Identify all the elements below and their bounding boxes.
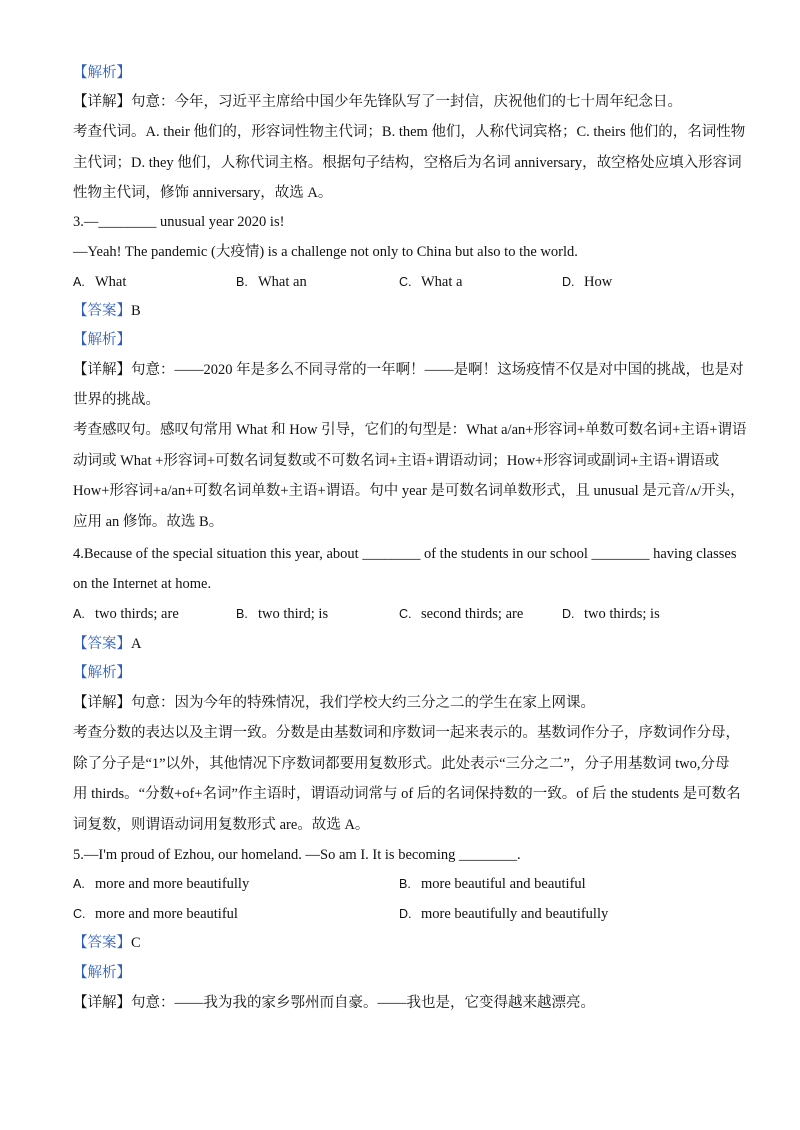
analysis-tag: 【解析】	[73, 65, 131, 81]
option-a	[73, 272, 126, 292]
option-letter: C.	[399, 607, 412, 621]
detail-line: 【详解】句意：今年，习近平主席给中国少年先锋队写了一封信，庆祝他们的七十周年纪念日。	[73, 94, 682, 110]
answer-value: A	[131, 636, 142, 652]
option-letter: B.	[236, 607, 248, 621]
answer-line	[73, 634, 141, 654]
detail-line: 应用 an 修饰。故选 B。	[73, 514, 224, 530]
answer-line	[73, 933, 141, 953]
option-text: more beautiful and beautiful	[421, 876, 586, 892]
option-letter: A.	[73, 275, 85, 289]
option-d	[562, 272, 612, 292]
option-text: What	[95, 274, 127, 290]
detail-line: 考查分数的表达以及主谓一致。分数是由基数词和序数词一起来表示的。基数词作分子，序数词作分母，	[73, 725, 740, 741]
option-letter: D.	[562, 275, 575, 289]
option-b	[236, 604, 328, 624]
option-d	[562, 604, 660, 624]
question-stem: 4.Because of the special situation this year, about ________ of the students in our school ________ having classes	[73, 546, 737, 562]
question-stem: 3.—________ unusual year 2020 is!	[73, 214, 285, 230]
answer-tag: 【答案】	[73, 636, 131, 652]
option-letter: D.	[399, 907, 412, 921]
option-text: second thirds; are	[421, 606, 524, 622]
option-b	[236, 272, 307, 292]
option-b	[399, 874, 586, 894]
analysis-tag: 【解析】	[73, 332, 131, 348]
detail-line: 【详解】句意：因为今年的特殊情况，我们学校大约三分之二的学生在家上网课。	[73, 695, 595, 711]
detail-line: 【详解】句意：——2020 年是多么不同寻常的一年啊！——是啊！这场疫情不仅是对中国的挑战，也是对	[73, 362, 744, 378]
detail-line: 动词或 What +形容词+可数名词复数或不可数名词+主语+谓语动词；How+形容词或副词+主语+谓语或	[73, 453, 720, 469]
detail-line: 词复数，则谓语动词用复数形式 are。故选 A。	[73, 817, 370, 833]
answer-tag: 【答案】	[73, 303, 131, 319]
option-a	[73, 874, 249, 894]
answer-value: B	[131, 303, 141, 319]
analysis-tag: 【解析】	[73, 965, 131, 981]
analysis-tag: 【解析】	[73, 665, 131, 681]
option-c	[73, 904, 238, 924]
detail-line: 世界的挑战。	[73, 392, 160, 408]
question-stem-line2: —Yeah! The pandemic (大疫情) is a challenge not only to China but also to the world.	[73, 244, 578, 260]
detail-line: 【详解】句意：——我为我的家乡鄂州而自豪。——我也是，它变得越来越漂亮。	[73, 995, 595, 1011]
detail-line: 考查感叹句。感叹句常用 What 和 How 引导，它们的句型是：What a/an+形容词+单数可数名词+主语+谓语	[73, 422, 747, 438]
option-a	[73, 604, 179, 624]
option-letter: A.	[73, 877, 85, 891]
answer-value: C	[131, 935, 141, 951]
option-letter: A.	[73, 607, 85, 621]
option-letter: C.	[73, 907, 86, 921]
option-text: two third; is	[258, 606, 329, 622]
detail-line: 性物主代词，修饰 anniversary，故选 A。	[73, 185, 333, 201]
answer-line	[73, 301, 141, 321]
detail-line: How+形容词+a/an+可数名词单数+主语+谓语。句中 year 是可数名词单数形式，且 unusual 是元音/ʌ/开头，	[73, 483, 745, 499]
option-text: two thirds; is	[584, 606, 660, 622]
option-letter: B.	[236, 275, 248, 289]
option-text: How	[584, 274, 613, 290]
detail-line: 用 thirds。“分数+of+名词”作主语时，谓语动词常与 of 后的名词保持数的一致。of 后 the students 是可数名	[73, 786, 741, 802]
option-text: more beautifully and beautifully	[421, 906, 609, 922]
question-stem-line2: on the Internet at home.	[73, 576, 212, 592]
option-text: What an	[258, 274, 307, 290]
answer-tag: 【答案】	[73, 935, 131, 951]
option-letter: C.	[399, 275, 412, 289]
option-text: more and more beautiful	[95, 906, 238, 922]
detail-line: 除了分子是“1”以外，其他情况下序数词都要用复数形式。此处表示“三分之二”，分子用基数词 two,分母	[73, 756, 730, 772]
option-c	[399, 272, 462, 292]
option-text: more and more beautifully	[95, 876, 250, 892]
question-stem: 5.—I'm proud of Ezhou, our homeland. —So am I. It is becoming ________.	[73, 847, 521, 863]
option-d	[399, 904, 608, 924]
option-letter: B.	[399, 877, 411, 891]
option-letter: D.	[562, 607, 575, 621]
detail-line: 主代词；D. they 他们，人称代词主格。根据句子结构，空格后为名词 anniversary，故空格处应填入形容词	[73, 155, 742, 171]
option-text: two thirds; are	[95, 606, 179, 622]
detail-line: 考查代词。A. their 他们的，形容词性物主代词；B. them 他们，人称代词宾格；C. theirs 他们的，名词性物	[73, 124, 746, 140]
option-c	[399, 604, 523, 624]
option-text: What a	[421, 274, 463, 290]
